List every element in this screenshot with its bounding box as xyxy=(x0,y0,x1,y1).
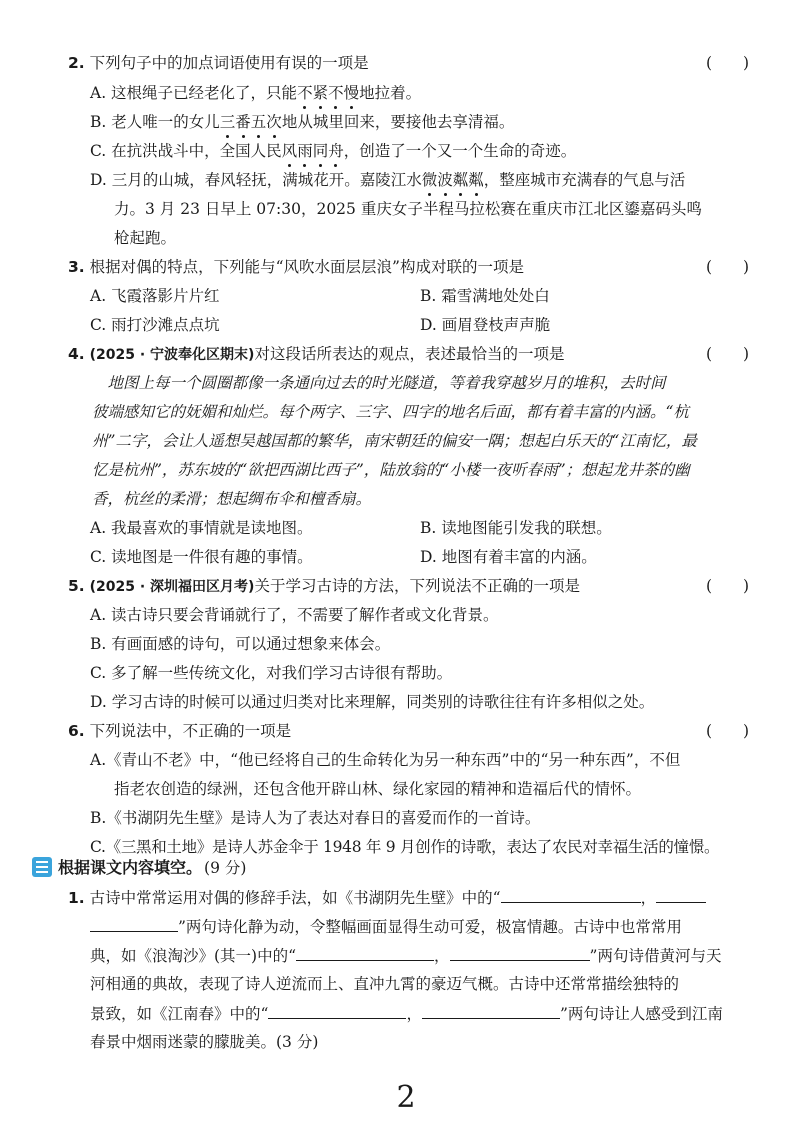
answer-bracket[interactable]: ( ) xyxy=(706,577,750,595)
dotted-char: 雨 xyxy=(297,142,313,160)
option-d[interactable] xyxy=(90,169,685,191)
option-b[interactable]: B. 读地图能引发我的联想。 xyxy=(420,519,612,537)
dotted-char: 五 xyxy=(250,113,267,131)
question-number: 4. xyxy=(68,345,85,363)
option-a[interactable]: A. 读古诗只要会背诵就行了，不需要了解作者或文化背景。 xyxy=(90,606,499,624)
dotted-char: 次 xyxy=(266,113,282,131)
section-three-icon xyxy=(32,857,52,877)
answer-bracket[interactable]: ( ) xyxy=(706,54,750,72)
question-source: (2025 · 深圳福田区月考) xyxy=(89,579,255,595)
option-d[interactable]: D. 学习古诗的时候可以通过归类对比来理解，同类别的诗歌往往有许多相似之处。 xyxy=(90,693,655,711)
option-b[interactable]: B.《书湖阴先生壁》是诗人为了表达对春日的喜爱而作的一首诗。 xyxy=(90,809,541,827)
option-text: B. 老人唯一的女儿 xyxy=(90,113,220,131)
answer-blank[interactable] xyxy=(296,944,434,961)
page-number: 2 xyxy=(396,1080,416,1115)
option-c[interactable]: C. 雨打沙滩点点坑 xyxy=(90,316,220,334)
option-d[interactable]: D. 画眉登枝声声脆 xyxy=(420,316,551,334)
question-5-stem xyxy=(68,575,580,598)
question-text: ”两句诗化静为动，令整幅画面显得生动可爱，极富情趣。古诗中也常常用 xyxy=(178,918,682,936)
option-c[interactable]: C.《三黑和土地》是诗人苏金伞于 1948 年 9 月创作的诗歌，表达了农民对幸福生活的憧憬。 xyxy=(90,838,720,856)
question-text: ， xyxy=(434,947,450,965)
question-3-stem xyxy=(68,256,524,278)
question-text: 对这段话所表达的观点，表述最恰当的一项是 xyxy=(254,345,565,363)
question-text: ， xyxy=(406,1005,422,1023)
fill-question-line xyxy=(90,944,721,967)
option-text: C. 在抗洪战斗中，全国人民 xyxy=(90,142,282,160)
answer-bracket[interactable]: ( ) xyxy=(706,722,750,740)
dotted-char: 紧 xyxy=(312,84,329,102)
question-text: 景致，如《江南春》中的“ xyxy=(90,1005,269,1023)
question-number: 6. xyxy=(68,722,85,740)
dotted-char: 粼 xyxy=(452,171,469,189)
dotted-char: 波 xyxy=(437,171,453,189)
question-text: 根据对偶的特点，下列能与“风吹水面层层浪”构成对联的一项是 xyxy=(89,258,524,276)
option-text: ，创造了一个又一个生命的奇迹。 xyxy=(343,142,577,160)
option-text: 地从城里回来，要接他去享清福。 xyxy=(281,113,515,131)
dotted-char: 舟 xyxy=(328,142,344,160)
option-b[interactable] xyxy=(90,111,514,133)
dotted-char: 同 xyxy=(312,142,329,160)
passage-line: 香，杭丝的柔滑；想起绸布伞和檀香扇。 xyxy=(92,490,372,508)
question-number: 3. xyxy=(68,258,85,276)
answer-blank[interactable] xyxy=(501,886,641,903)
passage-line: 彼端感知它的妩媚和灿烂。每个两字、三字、四字的地名后面，都有着丰富的内涵。“杭 xyxy=(92,403,689,421)
answer-bracket[interactable]: ( ) xyxy=(706,258,750,276)
dotted-char: 不 xyxy=(297,84,313,102)
question-number: 1. xyxy=(68,889,85,907)
option-text: D. 三月的山城，春风轻抚，满城花开。嘉陵江水 xyxy=(90,171,422,189)
option-b[interactable]: B. 有画面感的诗句，可以通过想象来体会。 xyxy=(90,635,391,653)
question-source: (2025 · 宁波奉化区期末) xyxy=(89,347,255,363)
fill-question-line: 春景中烟雨迷蒙的朦胧美。(3 分) xyxy=(90,1033,319,1051)
passage-line: 州”二字，会让人遥想吴越国都的繁华，南宋朝廷的偏安一隅；想起白乐天的“江南忆，最 xyxy=(92,432,697,450)
fill-question-line: 河相通的典故，表现了诗人逆流而上、直冲九霄的豪迈气概。古诗中还常常描绘独特的 xyxy=(90,975,680,993)
option-c[interactable]: C. 多了解一些传统文化，对我们学习古诗很有帮助。 xyxy=(90,664,453,682)
answer-blank[interactable] xyxy=(268,1002,406,1019)
answer-bracket[interactable]: ( ) xyxy=(706,345,750,363)
dotted-char: 微 xyxy=(421,171,438,189)
dotted-char: 慢 xyxy=(343,84,360,102)
option-d[interactable]: D. 地图有着丰富的内涵。 xyxy=(420,548,597,566)
answer-blank[interactable] xyxy=(656,886,706,903)
dotted-char: 风 xyxy=(281,142,298,160)
question-4-stem xyxy=(68,343,564,366)
section-header xyxy=(32,855,246,878)
option-text: 地拉着。 xyxy=(359,84,422,102)
option-a[interactable]: A. 我最喜欢的事情就是读地图。 xyxy=(90,519,313,537)
question-text: ”两句诗借黄河与天 xyxy=(589,947,722,965)
section-score: (9 分) xyxy=(204,858,247,877)
option-a[interactable]: A.《青山不老》中，“他已经将自己的生命转化为另一种东西”中的“另一种东西”，不但 xyxy=(90,751,681,769)
answer-blank[interactable] xyxy=(422,1002,560,1019)
option-a[interactable] xyxy=(90,82,421,104)
question-text: ， xyxy=(640,889,657,907)
question-text: 关于学习古诗的方法，下列说法不正确的一项是 xyxy=(254,577,580,595)
option-b[interactable]: B. 霜雪满地处处白 xyxy=(420,287,550,305)
option-text: ，整座城市充满春的气息与活 xyxy=(483,171,686,189)
dotted-char: 三 xyxy=(219,113,236,131)
passage-line: 忆是杭州”，苏东坡的“欲把西湖比西子”，陆放翁的“小楼一夜听春雨”；想起龙井茶的幽 xyxy=(92,461,690,479)
fill-question-line xyxy=(90,1002,723,1025)
option-d-continued: 枪起跑。 xyxy=(114,229,177,247)
fill-question-1 xyxy=(68,886,706,909)
dotted-char: 番 xyxy=(235,113,251,131)
question-number: 5. xyxy=(68,577,85,595)
answer-blank[interactable] xyxy=(90,915,178,932)
question-text: 典，如《浪淘沙》(其一)中的“ xyxy=(90,947,297,965)
question-text: 古诗中常常运用对偶的修辞手法，如《书湖阴先生壁》中的“ xyxy=(89,889,501,907)
option-a[interactable]: A. 飞霞落影片片红 xyxy=(90,287,220,305)
option-text: A. 这根绳子已经老化了，只能 xyxy=(90,84,298,102)
question-text: 下列句子中的加点词语使用有误的一项是 xyxy=(89,54,369,72)
option-a-continued: 指老农创造的绿洲，还包含他开辟山林、绿化家园的精神和造福后代的情怀。 xyxy=(114,780,642,798)
option-c[interactable]: C. 读地图是一件很有趣的事情。 xyxy=(90,548,313,566)
question-text: ”两句诗让人感受到江南 xyxy=(559,1005,723,1023)
dotted-char: 粼 xyxy=(468,171,484,189)
option-c[interactable] xyxy=(90,140,576,162)
option-d-continued: 力。3 月 23 日早上 07:30，2025 重庆女子半程马拉松赛在重庆市江北区鎏嘉码头鸣 xyxy=(114,200,702,218)
dotted-char: 不 xyxy=(328,84,344,102)
question-text: 下列说法中，不正确的一项是 xyxy=(89,722,292,740)
question-6-stem xyxy=(68,720,291,742)
fill-question-line xyxy=(90,915,682,938)
answer-blank[interactable] xyxy=(450,944,590,961)
section-title: 根据课文内容填空。 xyxy=(58,858,203,877)
passage-line: 地图上每一个圆圈都像一条通向过去的时光隧道，等着我穿越岁月的堆积，去时间 xyxy=(92,374,666,392)
question-2-stem xyxy=(68,52,369,74)
question-number: 2. xyxy=(68,54,85,72)
